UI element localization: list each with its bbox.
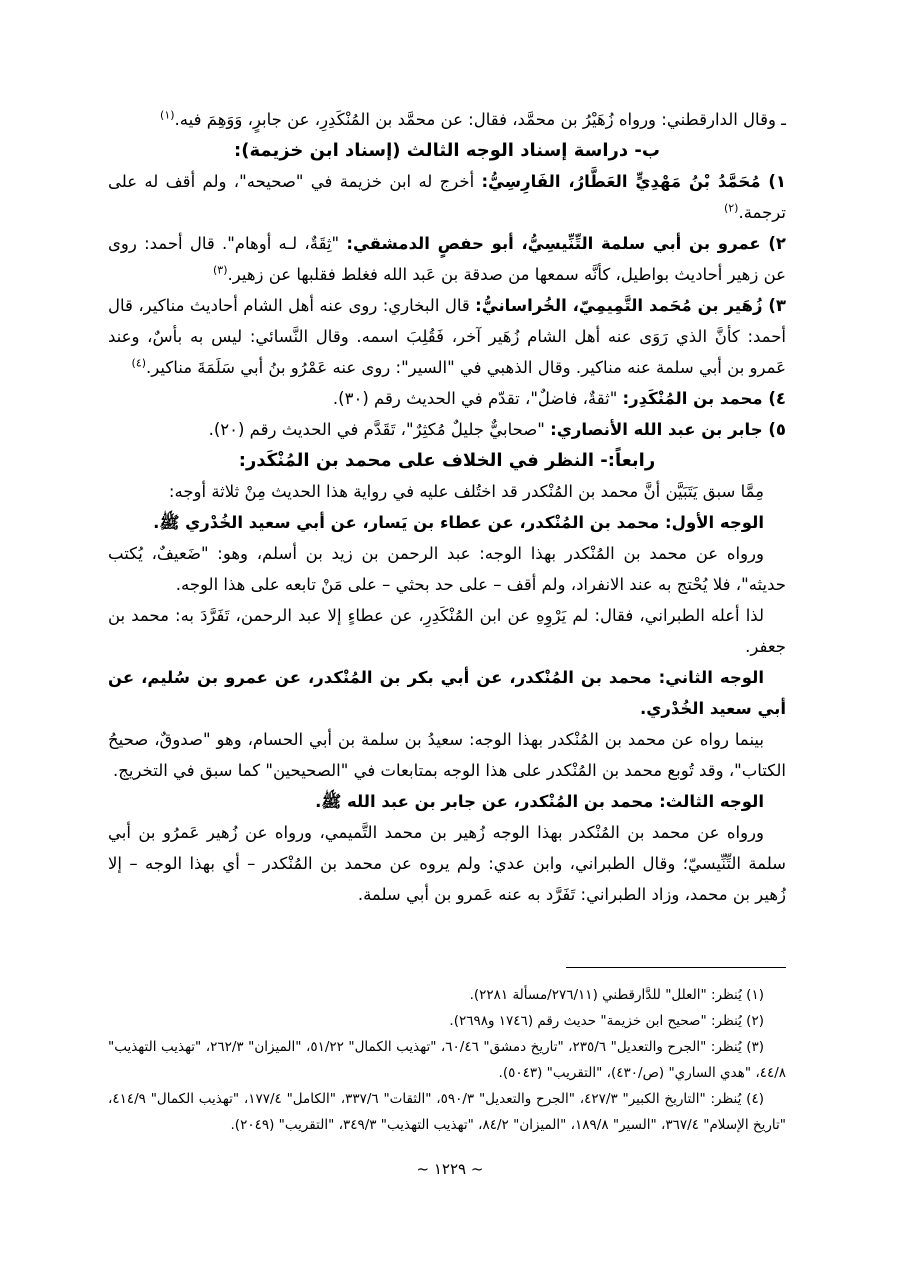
footnote-3: (٣) يُنظر: "الجرح والتعديل" ٢٣٥/٦، "تاريخ دمشق" ٦٠/٤٦، "تهذيب الكمال" ٥١/٢٢، "الميزان" ٢٦٢/٣، "تهذيب التهذيب" ٤٤/٨، "هدي الساري" (ص/٤٣٠)، "التقريب" (٥٠٤٣). [108, 1039, 786, 1081]
narrator-5-name: ٥) جابر بن عبد الله الأنصاري: [550, 420, 786, 439]
section-heading-4: رابعاً:- النظر في الخلاف على محمد بن المُنْكَدر: [238, 450, 656, 471]
aspect-2-heading: الوجه الثاني: محمد بن المُنْكدر، عن أبي بكر بن المُنْكدر، عن عمرو بن سُليم، عن أبي سعيد الخُدْري. [108, 668, 786, 718]
footnote-ref-1: (١) [160, 108, 175, 122]
narrator-2-name: ٢) عمرو بن أبي سلمة التِّنِّيسِيُّ، أبو حفصٍ الدمشقي: [346, 234, 786, 253]
main-text [108, 104, 786, 910]
aspect-3-heading: الوجه الثالث: محمد بن المُنْكدر، عن جابر بن عبد الله ﷺ. [315, 792, 764, 811]
footnotes [108, 982, 786, 1138]
section-heading-b: ب- دراسة إسناد الوجه الثالث (إسناد ابن خزيمة): [234, 140, 660, 161]
page-number: ~ ١٢٢٩ ~ [416, 1160, 484, 1178]
footnote-ref-2: (٢) [723, 201, 739, 215]
intro-paragraph: مِمَّا سبق يَتَبَيَّن أنَّ محمد بن المُنْكدر قد اختُلف عليه في رواية هذا الحديث مِنْ ثلاثة أوجه: [168, 482, 764, 501]
narrator-2: ٢) عمرو بن أبي سلمة التِّنِّيسِيُّ، أبو حفصٍ الدمشقي: "ثِقَةٌ، لـه أوهام". قال أحمد: روى عن زهير أحاديث بواطيل، كأنَّه سمعها من صدقة بن عَبد الله فغلط فقلبها عن زهير.$^{(٣)}$ [108, 234, 786, 284]
aspect-1-text: ورواه عن محمد بن المُنْكدر بهذا الوجه: عبد الرحمن بن زيد بن أسلم، وهو: "ضَعيفٌ، يُكتب حديثه"، فلا يُحْتج به عند الانفراد، ولم أقف – على حد بحثي – على مَنْ تابعه على هذا الوجه. [108, 544, 786, 594]
footnote-4: (٤) يُنظر: "التاريخ الكبير" ٤٢٧/٣، "الجرح والتعديل" ٥٩٠/٣، "الثقات" ٣٣٧/٦، "الكامل" ١٧٧/٤، "تهذيب الكمال" ٤١٤/٩، "تاريخ الإسلام" ٣٦٧/٤، "السير" ١٨٩/٨، "الميزان" ٨٤/٢، "تهذيب التهذيب" ٣٤٩/٣، "التقريب" (٢٠٤٩). [108, 1091, 786, 1133]
aspect-1-heading: الوجه الأول: محمد بن المُنْكدر، عن عطاء بن يَسار، عن أبي سعيد الخُدْري ﷺ. [153, 513, 764, 532]
footnote-divider [566, 967, 786, 968]
footnote-2: (٢) يُنظر: "صحيح ابن خزيمة" حديث رقم (١٧٤٦ و٢٦٩٨). [449, 1013, 764, 1029]
narrator-3: ٣) زُهَير بن مُحَمد التَّمِيمِيّ، الخُراسانيُّ: قال البخاري: روى عنه أهل الشام أحاديث مناكير، قال أحمد: كأنَّ الذي رَوَى عنه أهل الشام زُهَير آخر، فَقُلِبَ اسمه. وقال النَّسائي: ليس به بأسٌ، وعند عَمرو بن أبي سلمة عنه مناكير. وقال الذهبي في "السير": روى عنه عَمْرُو بنُ أبي سَلَمَةَ مناكير.$^{(٤)}$ [108, 296, 786, 377]
footnote-ref-4: (٤) [131, 356, 147, 370]
narrator-3-name: ٣) زُهَير بن مُحَمد التَّمِيمِيّ، الخُراسانيُّ: [475, 296, 786, 315]
aspect-1-text-2: لذا أعله الطبراني، فقال: لم يَرْوِهِ عن ابن المُنْكَدِرِ، عن عطاءٍ إلا عبد الرحمن، تَفَرَّدَ به: محمد بن جعفر. [108, 606, 786, 656]
narrator-1-name: ١) مُحَمَّدُ بْنُ مَهْدِيٍّ العَطَّارُ، الفَارِسِيُّ: [481, 172, 786, 191]
footnote-ref-3: (٣) [212, 263, 228, 277]
narrator-1: ١) مُحَمَّدُ بْنُ مَهْدِيٍّ العَطَّارُ، الفَارِسِيُّ: أخرج له ابن خزيمة في "صحيحه"، ولم أقف له على ترجمة.$^{(٢)}$ [108, 172, 786, 222]
narrator-4: ٤) محمد بن المُنْكَدِر: "ثقةٌ، فاضلٌ"، تقدّم في الحديث رقم (٣٠). [332, 389, 786, 408]
narrator-5: ٥) جابر بن عبد الله الأنصاري: "صحابيٌّ جليلٌ مُكثِرٌ"، تَقَدَّم في الحديث رقم (٢٠). [208, 420, 786, 439]
footnote-1: (١) يُنظر: "العلل" للدَّارقطني (٢٧٦/١١/مسألة ٢٢٨١). [469, 987, 764, 1003]
daraqutni-paragraph: ـ وقال الدارقطني: ورواه زُهَيْرُ بن محمَّد، فقال: عن محمَّد بن المُنْكَدِرِ، عن جابرٍ، وَوَهِمَ فيه.$^{(١)}$ [160, 108, 786, 129]
aspect-2-text: بينما رواه عن محمد بن المُنْكدر بهذا الوجه: سعيدُ بن سلمة بن أبي الحسام، وهو "صدوقٌ، صحيحُ الكتاب"، وقد تُوبع محمد بن المُنْكدر على هذا الوجه بمتابعات في "الصحيحين" كما سبق في التخريج. [108, 730, 786, 780]
narrator-4-name: ٤) محمد بن المُنْكَدِر: [622, 389, 786, 408]
aspect-3-text: ورواه عن محمد بن المُنْكدر بهذا الوجه زُهير بن محمد التَّميمي، ورواه عن زُهير عَمرُو بن أبي سلمة التِّنِّيسيّ؛ وقال الطبراني، وابن عدي: ولم يروه عن محمد بن المُنْكدر – أي بهذا الوجه – إلا زُهير بن محمد، وزاد الطبراني: تَفَرَّد به عنه عَمرو بن أبي سلمة. [108, 823, 786, 904]
